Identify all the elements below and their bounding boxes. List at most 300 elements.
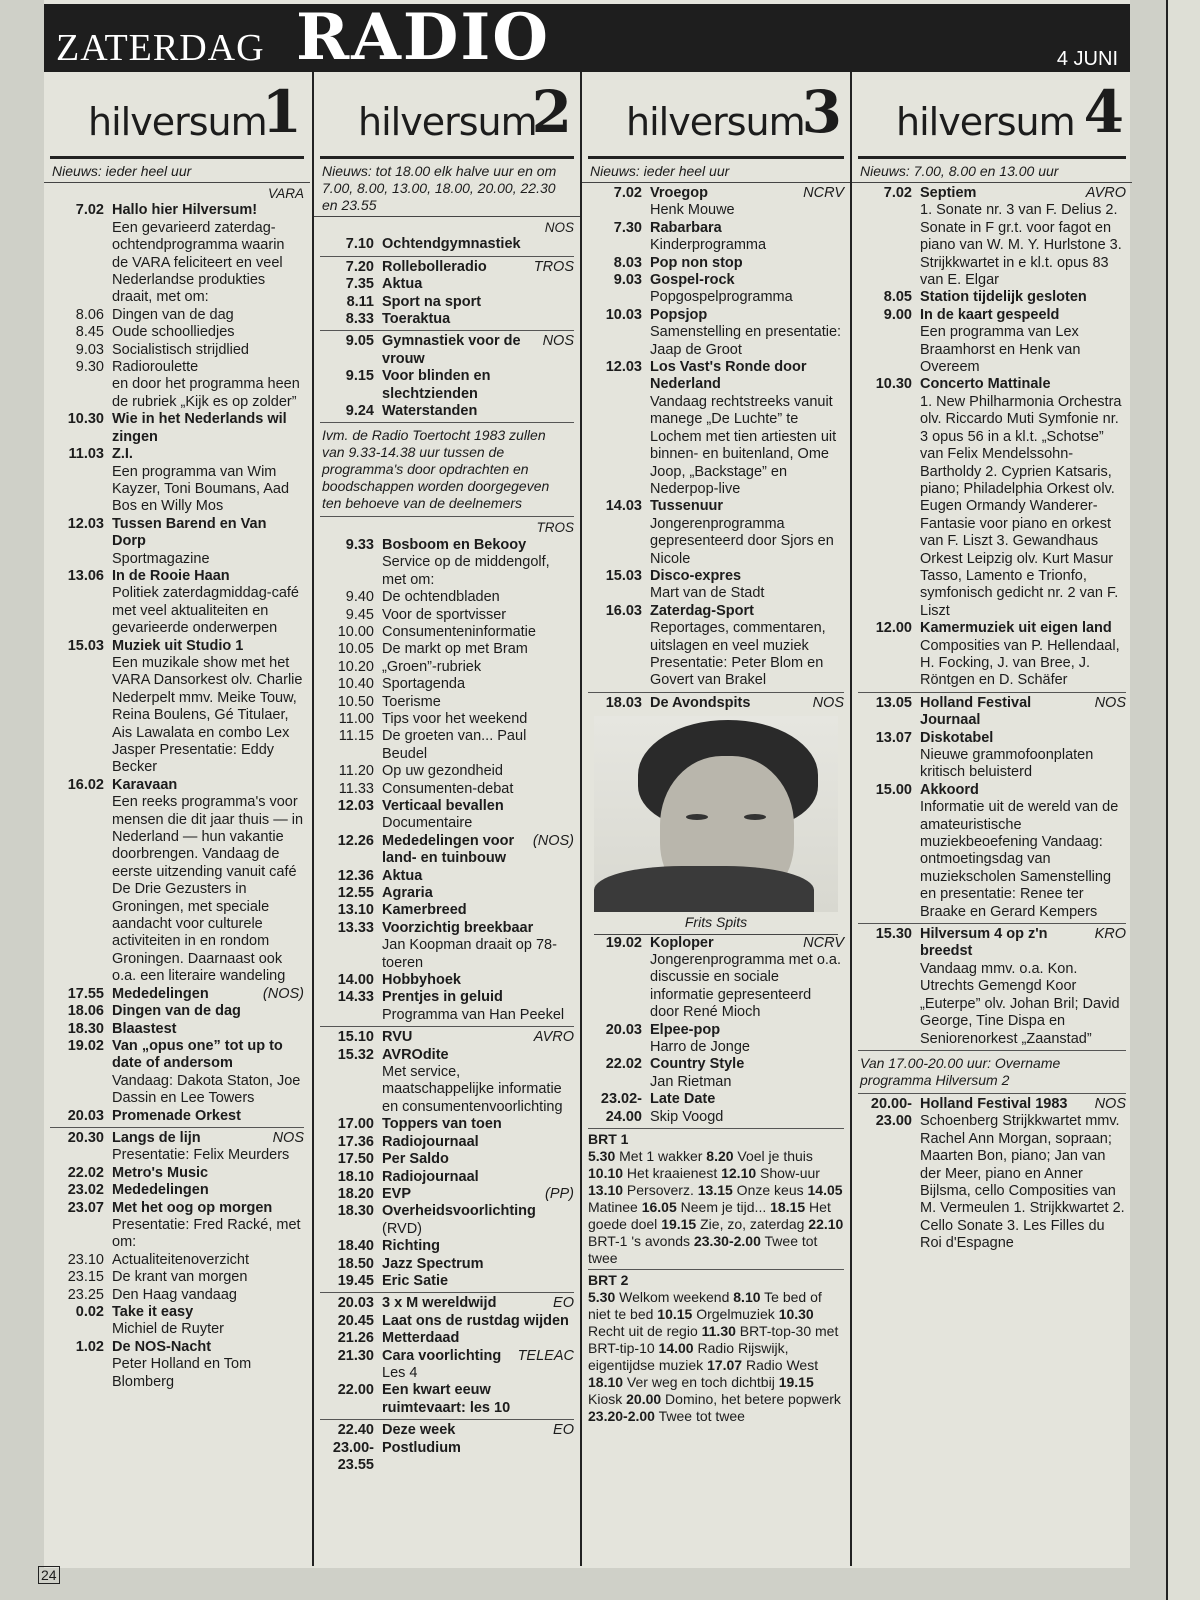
programme-content: [112, 1003, 304, 1020]
programme-row: [320, 624, 574, 641]
programme-row: [588, 185, 844, 220]
programme-row: [320, 1295, 574, 1312]
programme-row: [320, 537, 574, 589]
programme-content: [920, 926, 1126, 1048]
programme-title: Aktua: [382, 276, 423, 293]
programme-description: Een gevarieerd zaterdag-ochtendprogramma waarin de VARA feliciteert en veel Nederlandse produkties draait, met om:: [112, 219, 285, 306]
programme-row: [320, 1422, 574, 1439]
broadcaster-label: NOS: [544, 220, 574, 235]
programme-description: Reportages, commentaren, uitslagen en veel muziek Presentatie: Peter Blom en Govert van Brakel: [650, 620, 826, 689]
section-divider: [320, 330, 574, 331]
programme-time: 7.35: [345, 276, 374, 293]
programme-time: 7.20: [345, 258, 374, 275]
broadcaster-label: TROS: [536, 520, 574, 536]
programme-content: [382, 833, 574, 868]
station-header: [50, 72, 304, 159]
programme-time: 20.03: [605, 1021, 642, 1038]
programme-description: Service op de middengolf, met om:: [382, 554, 550, 588]
programme-content: [112, 446, 304, 516]
programme-row: [320, 885, 574, 902]
section-divider: [320, 422, 574, 423]
programme-description: Skip Voogd: [650, 1108, 724, 1125]
programme-title: Diskotabel: [920, 729, 994, 746]
programme-title: AVROdite: [382, 1046, 449, 1063]
station-name: hilversum: [896, 100, 1075, 144]
programme-content: [382, 989, 574, 1024]
programme-title: Overheidsvoorlichting: [382, 1203, 536, 1220]
programme-title: Voor de sportvisser: [382, 606, 507, 623]
section-divider: [858, 692, 1126, 693]
programme-time: 10.50: [337, 693, 374, 710]
section-divider: [50, 1127, 304, 1128]
broadcaster-tag: EO: [553, 1295, 574, 1312]
programme-time: 9.40: [345, 589, 374, 606]
programme-row: [320, 311, 574, 328]
programme-row: [858, 307, 1126, 377]
programme-row: [320, 236, 574, 253]
programme-title: Waterstanden: [382, 403, 478, 420]
programme-row: [50, 516, 304, 568]
programme-list: [852, 183, 1132, 1255]
broadcaster-tag: AVRO: [1085, 185, 1126, 201]
programme-row: [50, 986, 304, 1003]
programme-row: [320, 1382, 574, 1417]
programme-time: 17.55: [67, 985, 104, 1002]
programme-time: 16.03: [605, 602, 642, 619]
programme-content: [112, 1287, 304, 1304]
programme-title: Metro's Music: [112, 1164, 209, 1181]
programme-title: Metterdaad: [382, 1330, 460, 1347]
broadcaster-tag: TELEAC: [517, 1347, 574, 1364]
programme-description: Vandaag mmv. o.a. Kon. Utrechts Gemengd Koor „Euterpe” olv. Johan Bril; David George, Tine Dispa en Seniorenorkest „Zaanstad”: [920, 960, 1120, 1047]
programme-row: [320, 294, 574, 311]
programme-row: [50, 359, 304, 411]
programme-content: [382, 1047, 574, 1117]
programme-content: [112, 986, 304, 1003]
programme-content: [650, 185, 844, 220]
programme-title: Consumenten-debat: [382, 780, 514, 797]
programme-row: [858, 620, 1126, 690]
programme-title: Concerto Mattinale: [920, 376, 1051, 393]
programme-row: [50, 1038, 304, 1108]
programme-time: 20.03: [337, 1295, 374, 1312]
programme-time: 15.32: [337, 1046, 374, 1063]
programme-row: [50, 1200, 304, 1252]
programme-title: Station tijdelijk gesloten: [920, 289, 1087, 306]
programme-title: Verticaal bevallen: [382, 797, 504, 814]
programme-time: 18.20: [337, 1185, 374, 1202]
broadcaster-tag: EO: [553, 1422, 574, 1439]
programme-content: [382, 763, 574, 780]
programme-title: Tips voor het weekend: [382, 710, 528, 727]
banner-date: 4 JUNI: [1056, 48, 1118, 70]
programme-time: 23.10: [67, 1251, 104, 1268]
programme-content: [112, 359, 304, 411]
programme-row: [320, 1186, 574, 1203]
photo-shape: [594, 866, 814, 912]
station-header: [588, 72, 844, 159]
schedule-note: Ivm. de Radio Toertocht 1983 zullen van 9.33-14.38 uur tussen de programma's door opdrachten en boodschappen worden doorgegeven ten behoeve van de deelnemers: [322, 427, 550, 512]
programme-time: 21.30: [337, 1347, 374, 1364]
station-number: 4: [1083, 78, 1124, 146]
broadcaster-tag: NOS: [542, 333, 574, 350]
programme-title: Jazz Spectrum: [382, 1255, 484, 1272]
programme-content: [920, 782, 1126, 921]
programme-content: [112, 1252, 304, 1269]
programme-description: 1. Sonate nr. 3 van F. Delius 2. Sonate in F gr.t. voor fagot en piano van W. M. Y. Hurlstone 3. Strijkkwartet in e kl.t. opus 83 van E. Elgar: [920, 202, 1122, 289]
programme-time: 23.02-24.00: [600, 1091, 642, 1125]
programme-title: De ochtendbladen: [382, 589, 500, 606]
programme-time: 22.00: [337, 1382, 374, 1399]
broadcaster-tag: NCRV: [803, 934, 844, 951]
programme-content: [382, 624, 574, 641]
programme-title: Aktua: [382, 867, 423, 884]
programme-description: Een muzikale show met het VARA Dansorkest olv. Charlie Nederpelt mmv. Meike Touw, Reina Boulens, Gé Titulaer, Ais Lawalata en combo Lex Jasper Presentatie: Eddy Becker: [112, 654, 303, 776]
programme-title: Met het oog op morgen: [112, 1199, 273, 1216]
programme-title: Kamermuziek uit eigen land: [920, 620, 1112, 637]
programme-time: 19.02: [67, 1037, 104, 1054]
page-number: 24: [38, 1566, 60, 1584]
programme-content: [382, 659, 574, 676]
programme-time: 10.40: [337, 676, 374, 693]
programme-content: [382, 1440, 574, 1475]
section-divider: [320, 256, 574, 257]
section-divider: [858, 1093, 1126, 1094]
news-schedule: Nieuws: 7.00, 8.00 en 13.00 uur: [852, 159, 1132, 183]
programme-content: [382, 1186, 574, 1203]
programme-content: [650, 307, 844, 359]
programme-time: 9.45: [345, 606, 374, 623]
programme-description: Harro de Jonge: [650, 1039, 750, 1056]
programme-title: Mededelingen: [112, 1182, 209, 1199]
programme-row: [50, 1304, 304, 1339]
programme-content: [112, 1339, 304, 1391]
broadcaster-tag: KRO: [1094, 926, 1126, 943]
programme-time: 13.10: [337, 902, 374, 919]
programme-title: Deze week: [382, 1422, 456, 1439]
programme-description: Schoenberg Strijkkwartet mmv. Rachel Ann Morgan, sopraan; Maarten Bon, piano; Jan van der Meer, piano en Anner Bijlsma, cello Composities van M. Vermeulen 1. Strijkkwartet 2. Cello Sonate 3. Les Filles du Roi d'Espagne: [920, 1113, 1125, 1252]
programme-title: Toppers van toen: [382, 1116, 502, 1133]
programme-content: [112, 516, 304, 568]
programme-title: Agraria: [382, 885, 433, 901]
programme-title: In de Rooie Haan: [112, 567, 230, 584]
programme-title: Muziek uit Studio 1: [112, 637, 244, 654]
programme-row: [50, 411, 304, 446]
programme-time: 15.03: [605, 567, 642, 584]
programme-content: [112, 1182, 304, 1199]
programme-time: 21.26: [337, 1330, 374, 1347]
programme-time: 12.36: [337, 867, 374, 884]
programme-time: 12.55: [337, 885, 374, 901]
programme-time: 18.30: [337, 1203, 374, 1220]
programme-description: Jongerenprogramma gepresenteerd door Sjors en Nicole: [650, 515, 834, 567]
programme-description: Kinderprogramma: [650, 237, 767, 254]
brt-title: BRT 1: [588, 1131, 629, 1148]
programme-time: 18.50: [337, 1255, 374, 1272]
programme-content: [112, 1269, 304, 1286]
programme-time: 19.45: [337, 1272, 374, 1289]
programme-row: [320, 1256, 574, 1273]
programme-row: [588, 1056, 844, 1091]
broadcaster-tag: NOS: [812, 694, 844, 711]
programme-title: Popsjop: [650, 306, 708, 323]
programme-row: [588, 359, 844, 498]
programme-title: Van „opus one” tot up to date of andersom: [112, 1037, 283, 1072]
programme-time: 18.06: [67, 1003, 104, 1020]
programme-row: [50, 1130, 304, 1165]
programme-time: 10.03: [605, 306, 642, 323]
programme-title: Op uw gezondheid: [382, 763, 503, 780]
programme-title: Een kwart eeuw ruimtevaart: les 10: [382, 1382, 511, 1416]
programme-title: Richting: [382, 1238, 440, 1255]
programme-content: [920, 185, 1126, 289]
programme-content: [112, 342, 304, 359]
programme-content: [382, 728, 574, 763]
programme-row: [50, 1252, 304, 1269]
programme-content: [650, 1022, 844, 1057]
programme-time: 8.33: [345, 311, 374, 328]
programme-row: [320, 403, 574, 420]
programme-title: Blaastest: [112, 1020, 177, 1037]
column-hilversum-4: [850, 72, 1132, 1566]
programme-content: [382, 1256, 574, 1273]
page-banner: [44, 0, 1130, 75]
programme-description: Jan Koopman draait op 78-toeren: [382, 937, 557, 971]
station-header: [320, 72, 574, 159]
programme-time: 18.10: [337, 1168, 374, 1185]
programme-time: 11.20: [338, 763, 374, 780]
column-hilversum-1: [44, 72, 310, 1566]
programme-title: Los Vast's Ronde door Nederland: [650, 359, 807, 393]
column-hilversum-3: [580, 72, 850, 1566]
broadcaster-tag: AVRO: [533, 1029, 574, 1046]
programme-content: [920, 620, 1126, 690]
programme-time: 11.33: [338, 780, 374, 797]
banner-day: ZATERDAG: [56, 27, 265, 69]
programme-time: 22.02: [605, 1056, 642, 1073]
programme-title: Toeraktua: [382, 311, 451, 328]
programme-title: Oude schoolliedjes: [112, 324, 235, 341]
programme-content: [112, 1021, 304, 1038]
programme-content: [650, 498, 844, 568]
programme-time: 13.33: [337, 919, 374, 936]
programme-title: Gospel-rock: [650, 272, 735, 289]
programme-content: [382, 276, 574, 293]
brt-title: BRT 2: [588, 1272, 629, 1289]
programme-time: 7.30: [613, 219, 642, 236]
section-divider: [588, 692, 844, 693]
programme-row: [320, 798, 574, 833]
programme-title: Ochtendgymnastiek: [382, 236, 521, 253]
programme-content: [382, 1382, 574, 1417]
programme-description: Presentatie: Felix Meurders: [112, 1147, 290, 1164]
programme-content: [382, 1134, 574, 1151]
programme-time: 10.00: [337, 623, 374, 640]
programme-title: Postludium: [382, 1439, 461, 1456]
programme-time: 10.30: [875, 376, 912, 393]
programme-content: [920, 695, 1126, 730]
programme-time: 12.26: [337, 832, 374, 849]
programme-row: [588, 935, 844, 1022]
programme-description: Samenstelling en presentatie: Jaap de Groot: [650, 324, 842, 358]
programme-time: 7.02: [75, 202, 104, 219]
programme-row: [320, 1169, 574, 1186]
programme-description: Henk Mouwe: [650, 202, 735, 219]
section-divider: [320, 516, 574, 517]
programme-time: 12.03: [67, 515, 104, 532]
programme-title: Gymnastiek voor de vrouw: [382, 333, 521, 367]
programme-time: 13.05: [875, 694, 912, 711]
programme-time: 17.36: [337, 1133, 374, 1150]
programme-row: [50, 342, 304, 359]
news-schedule: Nieuws: ieder heel uur: [582, 159, 850, 183]
programme-content: [112, 638, 304, 777]
programme-description: Documentaire: [382, 815, 473, 832]
programme-row: [588, 307, 844, 359]
programme-list: [44, 183, 310, 1393]
programme-description: Mart van de Stadt: [650, 585, 765, 602]
programme-content: [112, 1108, 304, 1125]
programme-row: [320, 659, 574, 676]
programme-content: [650, 603, 844, 690]
programme-title: Hallo hier Hilversum!: [112, 202, 258, 219]
station-number: 2: [531, 78, 572, 146]
programme-row: [50, 202, 304, 306]
programme-content: [382, 885, 574, 902]
programme-description: Sportmagazine: [112, 550, 210, 567]
programme-title: Septiem: [920, 185, 977, 201]
programme-time: 7.10: [345, 236, 374, 253]
programme-title: Pop non stop: [650, 254, 743, 271]
news-schedule: Nieuws: ieder heel uur: [44, 159, 310, 183]
programme-title: Voor blinden en slechtzienden: [382, 368, 491, 402]
programme-content: [112, 1200, 304, 1252]
programme-content: [650, 1056, 844, 1091]
programme-description: en door het programma heen de rubriek „Kijk es op zolder”: [112, 376, 300, 410]
programme-description: 1. New Philharmonia Orchestra olv. Riccardo Muti Symfonie nr. 3 opus 56 in a kl.t. „Schotse” van Felix Mendelssohn-Bartholdy 2. Cyprien Katsaris, piano; Philadelphia Orkest olv. Eugen Ormandy Wanderer-Fantasie voor piano en orkest van F. Liszt 3. Gewandhaus Orkest Leipzig olv. Kurt Masur Tasso, Lamento e Trionfo, symfonisch gedicht nr. 2 van F. Liszt: [920, 393, 1122, 619]
programme-title: Wie in het Nederlands wil zingen: [112, 411, 287, 445]
programme-title: EVP: [382, 1185, 412, 1202]
programme-time: 9.15: [345, 368, 374, 385]
programme-row: [588, 568, 844, 603]
programme-row: [320, 259, 574, 276]
programme-content: [382, 1151, 574, 1168]
programme-row: [320, 1348, 574, 1383]
programme-list: [314, 217, 580, 1476]
programme-title: Disco-expres: [650, 567, 742, 584]
programme-title: Z.I.: [112, 446, 133, 463]
programme-content: [382, 1029, 574, 1046]
programme-row: [858, 376, 1126, 620]
programme-content: [112, 777, 304, 986]
programme-row: [320, 711, 574, 728]
programme-title: Cara voorlichting: [382, 1347, 502, 1364]
programme-row: [858, 185, 1126, 289]
programme-description: Vandaag rechtstreeks vanuit manege „De Luchte” te Lochem met tien artiesten uit binnen- en buitenland, Ome Joop, „Backstage” en Nederpop-live: [650, 393, 837, 497]
programme-content: [382, 537, 574, 589]
programme-row: [50, 324, 304, 341]
programme-title: Langs de lijn: [112, 1129, 201, 1146]
brt-listing: [588, 1272, 844, 1425]
broadcaster-tag: TROS: [533, 258, 574, 275]
programme-time: 19.02: [605, 934, 642, 951]
programme-row: [320, 1313, 574, 1330]
section-divider: [320, 1292, 574, 1293]
programme-title: Dingen van de dag: [112, 306, 234, 323]
programme-content: [382, 711, 574, 728]
programme-content: [650, 220, 844, 255]
programme-row: [320, 833, 574, 868]
programme-time: 9.03: [613, 272, 642, 289]
programme-row: [320, 1273, 574, 1290]
programme-time: 18.30: [67, 1020, 104, 1037]
programme-time: 23.25: [67, 1286, 104, 1303]
broadcaster-tag: NOS: [1094, 1095, 1126, 1112]
programme-time: 18.03: [605, 694, 642, 711]
station-name: hilversum: [626, 100, 805, 144]
programme-time: 15.30: [875, 926, 912, 943]
programme-time: 20.00-23.00: [870, 1095, 912, 1130]
programme-content: [650, 695, 844, 712]
programme-time: 7.02: [613, 185, 642, 201]
programme-time: 12.00: [875, 620, 912, 637]
programme-row: [588, 498, 844, 568]
programme-row: [50, 1165, 304, 1182]
programme-title: In de kaart gespeeld: [920, 306, 1060, 323]
broadcaster-label: VARA: [267, 186, 304, 201]
programme-title: Tussen Barend en Van Dorp: [112, 515, 267, 550]
programme-row: [320, 868, 574, 885]
programme-title: Koploper: [650, 934, 714, 951]
programme-title: Radiojournaal: [382, 1168, 479, 1185]
programme-content: [112, 202, 304, 306]
radio-guide-page: [44, 0, 1130, 1568]
programme-title: Consumenteninformatie: [382, 623, 536, 640]
programme-description: Popgospelprogramma: [650, 289, 793, 306]
programme-row: [320, 1151, 574, 1168]
programme-title: Holland Festival 1983: [920, 1095, 1068, 1112]
programme-title: Radioroulette: [112, 359, 199, 376]
brt-listing: [588, 1131, 844, 1267]
programme-time: 12.03: [337, 797, 374, 814]
programme-time: 23.15: [67, 1269, 104, 1286]
programme-title: Karavaan: [112, 776, 178, 793]
programme-time: 11.00: [338, 710, 374, 727]
programme-row: [320, 1047, 574, 1117]
programme-title: RVU: [382, 1029, 413, 1046]
programme-title: Vroegop: [650, 185, 709, 201]
programme-time: 23.00-23.55: [332, 1439, 374, 1473]
programme-time: 13.07: [875, 729, 912, 746]
programme-row: [858, 926, 1126, 1048]
programme-row: [50, 1182, 304, 1199]
programme-title: De markt op met Bram: [382, 641, 528, 658]
programme-list: [582, 183, 850, 1427]
programme-title: Elpee-pop: [650, 1021, 721, 1038]
brt-programmes: 5.30 Met 1 wakker 8.20 Voel je thuis 10.10 Het kraaienest 12.10 Show-uur 13.10 Persoverz. 13.15 Onze keus 14.05 Matinee 16.05 Neem je tijd... 18.15 Het goede doel 19.15 Zie, zo, zaterdag 22.10 BRT-1 's avonds 23.30-2.00 Twee tot twee: [588, 1148, 844, 1267]
programme-time: 20.03: [67, 1107, 104, 1124]
programme-content: [382, 694, 574, 711]
programme-row: [50, 446, 304, 516]
programme-row: [588, 220, 844, 255]
programme-row: [50, 307, 304, 324]
programme-time: 7.02: [883, 185, 912, 201]
programme-title: Eric Satie: [382, 1272, 449, 1289]
programme-row: [320, 920, 574, 972]
programme-content: [112, 324, 304, 341]
programme-time: 14.33: [337, 989, 374, 1006]
programme-row: [320, 1440, 574, 1475]
